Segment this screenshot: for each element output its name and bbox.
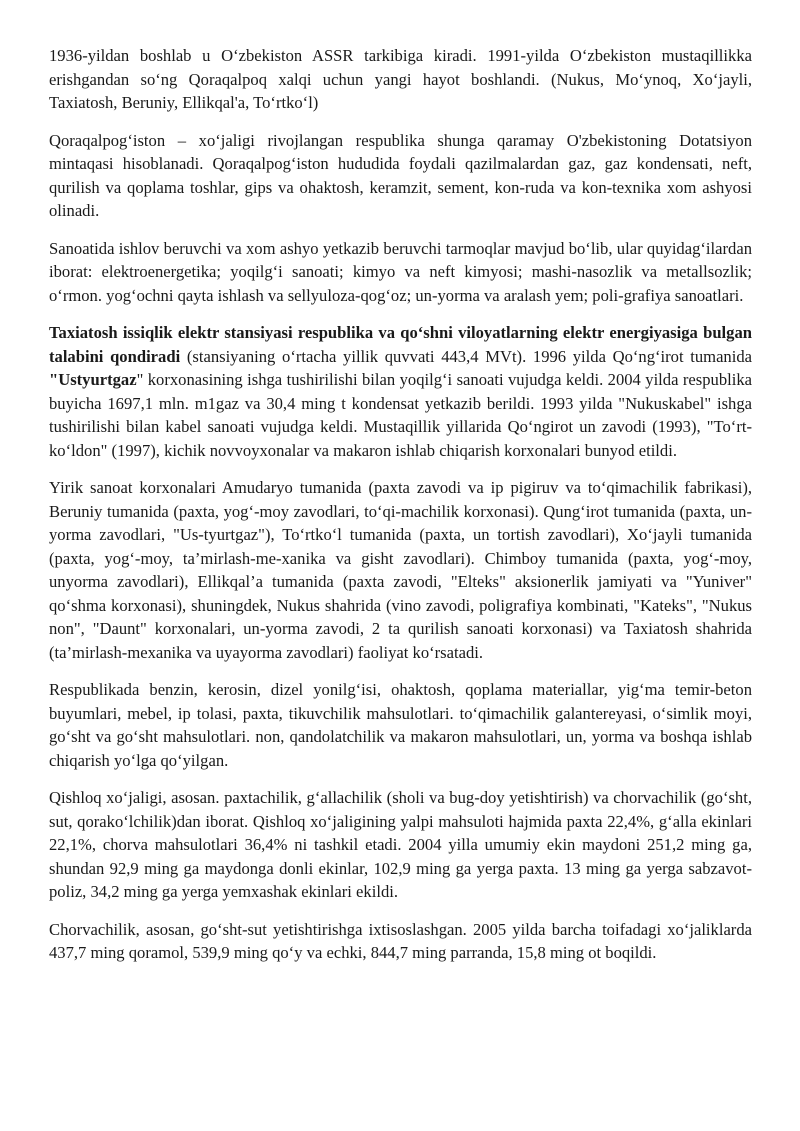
ustyurtgaz-name: "Ustyurtgaz [49, 370, 137, 389]
paragraph-agriculture: Qishloq xo‘jaligi, asosan. paxtachilik, g‘allachilik (sholi va bug-doy yetishtirish) va chorvachilik (go‘sht, sut, qorako‘lchilik)dan iborat. Qishloq xo‘jaligining yalpi mahsuloti hajmida paxta 22,4%, g‘alla ekinlari 22,1%, chorva mahsulotlari 36,4% ni tashkil etadi. 2004 yilla umumiy ekin maydoni 251,2 ming ga, shundan 92,9 ming ga maydonga donli ekinlar, 102,9 ming ga yerga paxta. 13 ming ga yerga sabzavot-poliz, 34,2 ming ga yerga yemxashak ekinlari ekildi. [49, 788, 752, 901]
energy-text-a: (stansiyaning o‘rtacha yillik quvvati 443,4 MVt). 1996 yilda Qo‘ng‘irot tumanida [180, 346, 753, 366]
paragraph-major-enterprises: Yirik sanoat korxonalari Amudaryo tumanida (paxta zavodi va ip pigiruv va to‘qimachilik fabrikasi), Beruniy tumanida (paxta, yog‘-moy zavodlari, to‘qi-machilik korxonasi). Qung‘irot tumanida (paxta, un-yorma zavodlari, "Us-tyurtgaz"), To‘rtko‘l tumanida (paxta, un tortish zavodlari), Xo‘jayli tumanida (paxta, yog‘-moy, ta’mirlash-me-xanika va gisht zavodlari). Chimboy tumanida (paxta, yog‘-moy, unyorma zavodlari), Ellikqal’a tumanida (paxta zavodi, "Elteks" aksionerlik jamiyati va "Yuniver" qo‘shma korxonasi), shuningdek, Nukus shahrida (vino zavodi, poligrafiya kombinati, "Kateks", "Nukus non", "Daunt" korxonalari, un-yorma zavodi, 2 ta qurilish sanoati korxonasi) va Taxiatosh shahrida (ta’mirlash-mexanika va uyayorma zavodlari) faoliyat ko‘rsatadi. [49, 478, 752, 662]
paragraph-history: 1936-yildan boshlab u O‘zbekiston ASSR tarkibiga kiradi. 1991-yilda O‘zbekiston mustaqillikka erishgandan so‘ng Qoraqalpoq xalqi uchun yangi hayot boshlandi. (Nukus, Mo‘ynoq, Xo‘jayli, Taxiatosh, Beruniy, Ellikqal'a, To‘rtko‘l) [49, 46, 752, 112]
paragraph-economy-overview: Qoraqalpog‘iston – xo‘jaligi rivojlangan respublika shunga qaramay O'zbekistoning Dotatsiyon mintaqasi hisoblanadi. Qoraqalpog‘iston hududida foydali qazilmalardan gaz, gaz kondensati, neft, qurilish va qoplama toshlar, gips va ohaktosh, keramzit, sement, kon-ruda va kon-texnika xom ashyosi olinadi. [49, 130, 752, 220]
paragraph-products: Respublikada benzin, kerosin, dizel yonilg‘isi, ohaktosh, qoplama materiallar, yig‘ma temir-beton buyumlari, mebel, ip tolasi, paxta, tikuvchilik mahsulotlari. to‘qimachilik galantereyasi, o‘simlik moyi, go‘sht va go‘sht mahsulotlari. non, qandolatchilik va makaron mahsulotlari, un, yorma va boshqa ishlab chiqarish yo‘lga qo‘yilgan. [49, 680, 752, 770]
paragraph-energy [49, 321, 752, 462]
energy-text-b: " korxonasining ishga tushirilishi bilan yoqilg‘i sanoati vujudga keldi. 2004 yilda respublika buyicha 1697,1 mln. m1gaz va 30,4 ming t kondensat yetkazib berildi. 1993 yilda "Nukuskabel" ishga tushirilishi bilan kabel sanoati vujudga keldi. Mustaqillik yillarida Qo‘ngirot un zavodi (1993), "To‘rt-ko‘ldon" (1997), kichik novvoyxonalar va makaron ishlab chiqarish korxonalari bunyod etildi. [49, 370, 752, 460]
paragraph-livestock: Chorvachilik, asosan, go‘sht-sut yetishtirishga ixtisoslashgan. 2005 yilda barcha toifadagi xo‘jaliklarda 437,7 ming qoramol, 539,9 ming qo‘y va echki, 844,7 ming parranda, 15,8 ming ot boqildi. [49, 919, 752, 962]
paragraph-industry-sectors: Sanoatida ishlov beruvchi va xom ashyo yetkazib beruvchi tarmoqlar mavjud bo‘lib, ular quyidag‘ilardan iborat: elektroenergetika; yoqilg‘i sanoati; kimyo va neft kimyosi; mashi-nasozlik va metallsozlik; o‘rmon. yog‘ochni qayta ishlash va sellyuloza-qog‘oz; un-yorma va aralash yem; poli-grafiya sanoatlari. [49, 238, 752, 305]
document-page [49, 44, 752, 965]
power-station-lead: Taxiatosh issiqlik elektr stansiyasi respublika va qo‘shni viloyatlarning elektr energiyasiga bulgan talabini qondiradi [49, 323, 752, 366]
